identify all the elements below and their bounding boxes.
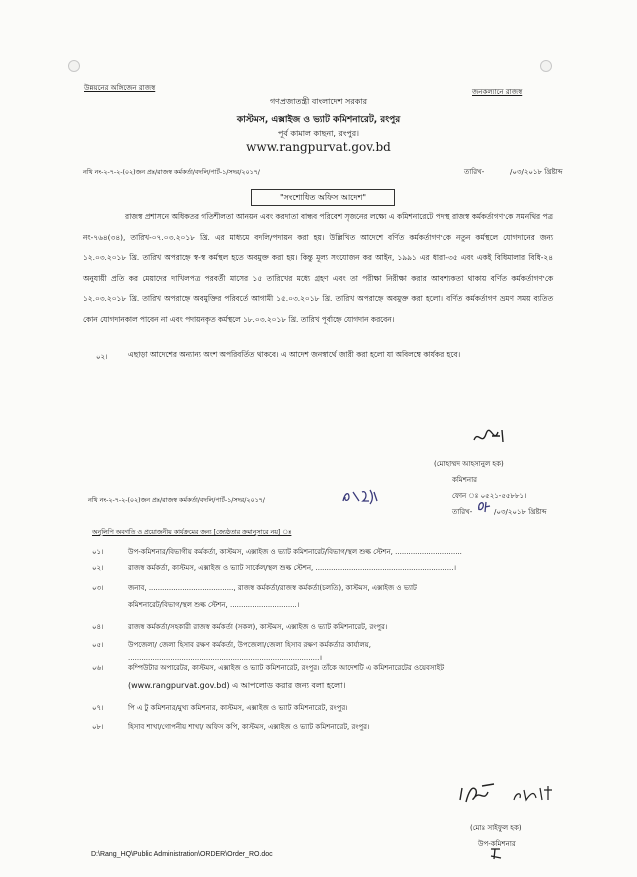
copy-item-number: ০২। [92,564,104,572]
handwritten-date [475,498,493,514]
copy-item-continuation: ......................................................................................। [128,654,323,662]
copy-item-text: রাজস্ব কর্মকর্তা/সহকারী রাজস্ব কর্মকর্তা (সকল), কাস্টমস, এক্সাইজ ও ভ্যাট কমিশনারেট, রংপুর। [128,623,388,631]
copy-item-text-2: (www.rangpurvat.gov.bd) এ আপলোড করার জন্য বলা হলো। [128,681,346,690]
copy-item-text: জনাব, [128,584,147,592]
copy-item-text: পি এ টু কমিশনার/মুখ্য কমিশনার, কাস্টমস, এক্সাইজ ও ভ্যাট কমিশনারেট, রংপুর। [128,704,348,712]
commissioner-signature [470,426,510,450]
copy-item-number: ০৪। [92,623,104,631]
handwritten-memo-number [340,487,380,507]
govt-title: গণপ্রজাতন্ত্রী বাংলাদেশ সরকার [269,97,368,106]
copy-item-text: রাজস্ব কর্মকর্তা, কাস্টমস, এক্সাইজ ও ভ্যাট সার্কেল/স্থল শুল্ক স্টেশন, [128,564,314,572]
copy-item-number: ০৫। [92,641,104,649]
office-address: পূর্ব কামাল কাছনা, রংপুর। [277,129,360,138]
copy-item-text-2: রাজস্ব কর্মকর্তা/রাজস্ব কর্মকর্তা(চলতি), কাস্টমস, এক্সাইজ ও ভ্যাট [237,584,417,592]
copy-item-text: হিসাব শাখা/গোপনীয় শাখা/ অফিস কপি, কাস্টমস, এক্সাইজ ও ভ্যাট কমিশনারেট, রংপুর। [128,723,370,731]
signatory-1-phone: ফোন ঃ ০৫২১-৫৫৮৮১। [452,492,527,500]
right-slogan: জনকল্যানে রাজস্ব [472,88,523,96]
copy-item [128,639,371,651]
reference-number: নথি নং-২-৭-২-(০২)জন প্রঃ/রাজস্ব কর্মকর্তা/বদলি/পার্ট-১/সদর/২০১৭/ [83,169,260,176]
date-value-2: /০৩/২০১৮ খ্রিষ্টাব্দ [494,508,547,516]
copy-item-continuation: কমিশনারেট/বিভাগ/স্থল শুল্ক স্টেশন, ..............................। [128,601,300,609]
deputy-commissioner-signature [456,776,566,816]
copy-item-number: ০৭। [92,704,104,712]
copy-item-text-3: কমিশনারেট/বিভাগ/স্থল শুল্ক স্টেশন, [128,601,228,609]
office-title: কাস্টমস, এক্সাইজ ও ভ্যাট কমিশনারেট, রংপুর [236,115,401,125]
file-path: D:\Rang_HQ\Public Administration\ORDER\Order_RO.doc [91,851,273,858]
date-label: তারিখ- [464,168,485,176]
signatory-1-name: (মোহাম্মদ আহসানুল হক) [434,460,504,468]
paragraph-2-number: ০২। [96,353,108,361]
copy-item-text: উপ-কমিশনার/বিভাগীয় কর্মকর্তা, কাস্টমস, এক্সাইজ ও ভ্যাট কমিশনারেট/বিভাগ/স্থল শুল্ক স্টেশন, [128,548,393,556]
initial-mark [488,846,504,862]
signatory-1-designation: কমিশনার [452,476,477,484]
order-paragraph-1: রাজস্ব প্রশাসনে অধিকতর গতিশীলতা আনয়ন এবং করদাতা বান্ধব পরিবেশ সৃজনের লক্ষ্যে এ কমিশনারেটে পদস্থ রাজস্ব কর্মকর্তাগণ'কে সমনথির পত্র নং-৭৬৪(৩৪), তারিখ-০৭.০৩.২০১৮ খ্রি. এর মাধ্যমে বদলি/পদায়ন করা হয়। উল্লিখিত আদেশে বর্ণিত কর্মকর্তাগণ'কে নতুন কর্মস্থলে যোগদানের জন্য ১২.০৩.২০১৮ খ্রি. তারিখ অপরাহ্নে স্ব-স্ব কর্মস্থল হতে অবমুক্ত করা হয়। কিন্তু মূল্য সংযোজন কর আইন, ১৯৯১ এর ধারা-৩৫ এবং একই বিধিমালার বিধি-২৪ অনুযায়ী প্রতি কর মেয়াদের দাখিলপত্র পরবর্তী মাসের ১৫ তারিখের মধ্যে গ্রহণ এবং তা পরীক্ষা নিরীক্ষা করার আবশ্যকতা থাকায় বর্ণিত কর্মকর্তাগণ'কে ১২.০৩.২০১৮ খ্রি. তারিখ অপরাহ্নে অবমুক্তির পরিবর্তে আগামী ১৫.০৩.২০১৮ খ্রি. তারিখ অপরাহ্নে অবমুক্ত করা হলো। বর্ণিত কর্মকর্তাগণ ভ্রমণ সময় ব্যতিত কোন যোগদানকাল পাবেন না এবং পদায়নকৃত কর্মস্থলে ১৮.০৩.২০১৮ খ্রি. তারিখ পূর্বাহ্নে যোগদান করবেন। [83,212,553,324]
website-link: www.rangpurvat.gov.bd [246,140,391,154]
date-value: /০৩/২০১৮ খ্রিষ্টাব্দ [510,168,563,176]
copy-item-number: ০৮। [92,723,104,731]
punch-hole [540,60,552,72]
copy-item-text: উপজেলা/ জেলা হিসাব রক্ষণ কর্মকর্তা, উপজেলা/জেলা হিসাব রক্ষণ কর্মকর্তার কার্যালয়, [128,641,372,649]
date-label-2: তারিখ- [452,508,473,516]
reference-number-2: নথি নং-২-৭-২-(০২)জন প্রঃ/রাজস্ব কর্মকর্তা/বদলি/পার্ট-১/সদর/২০১৭/ [88,497,265,504]
copy-item: জনাব, ......................................, রাজস্ব কর্মকর্তা/রাজস্ব কর্মকর্তা(চলতি), কাস্টমস, এক্সাইজ ও ভ্যাট [128,584,417,592]
copy-item: উপ-কমিশনার/বিভাগীয় কর্মকর্তা, কাস্টমস, এক্সাইজ ও ভ্যাট কমিশনারেট/বিভাগ/স্থল শুল্ক স্টেশন, .............................. [128,548,462,556]
copy-item-number: ০৩। [92,584,104,592]
order-paragraph-2: এছাড়া আদেশের অন্যান্য অংশ অপরিবর্তিত থাকবে। এ আদেশ জনস্বার্থে জারী করা হলো যা অবিলম্বে কার্যকর হবে। [128,350,461,359]
copy-heading: অনুলিপি অবগতি ও প্রয়োজনীয় কার্যক্রমের জন্য [জ্যেষ্ঠতার ক্রমানুসারে নয়] ঃ [92,529,292,536]
copy-item-text: কম্পিউটার অপারেটর, কাস্টমস, এক্সাইজ ও ভ্যাট কমিশনারেট, রংপুর। তাঁকে আদেশটি এ কমিশনারেটের ওয়েবসাইট [128,664,445,672]
order-title: "সংশোধিত অফিস আদেশ" [251,189,395,206]
copy-item-number: ০৬। [92,664,104,672]
signatory-2-name: (মোঃ সাইফুল হক) [470,824,522,832]
copy-item: রাজস্ব কর্মকর্তা, কাস্টমস, এক্সাইজ ও ভ্যাট সার্কেল/স্থল শুল্ক স্টেশন, ..............................................................। [128,564,456,572]
left-slogan: উন্নয়নের অঙ্গিজেন রাজস্ব [84,84,156,92]
signatory-2-designation: উপ-কমিশনার [478,840,516,848]
punch-hole [68,60,80,72]
copy-item-number: ০১। [92,548,104,556]
